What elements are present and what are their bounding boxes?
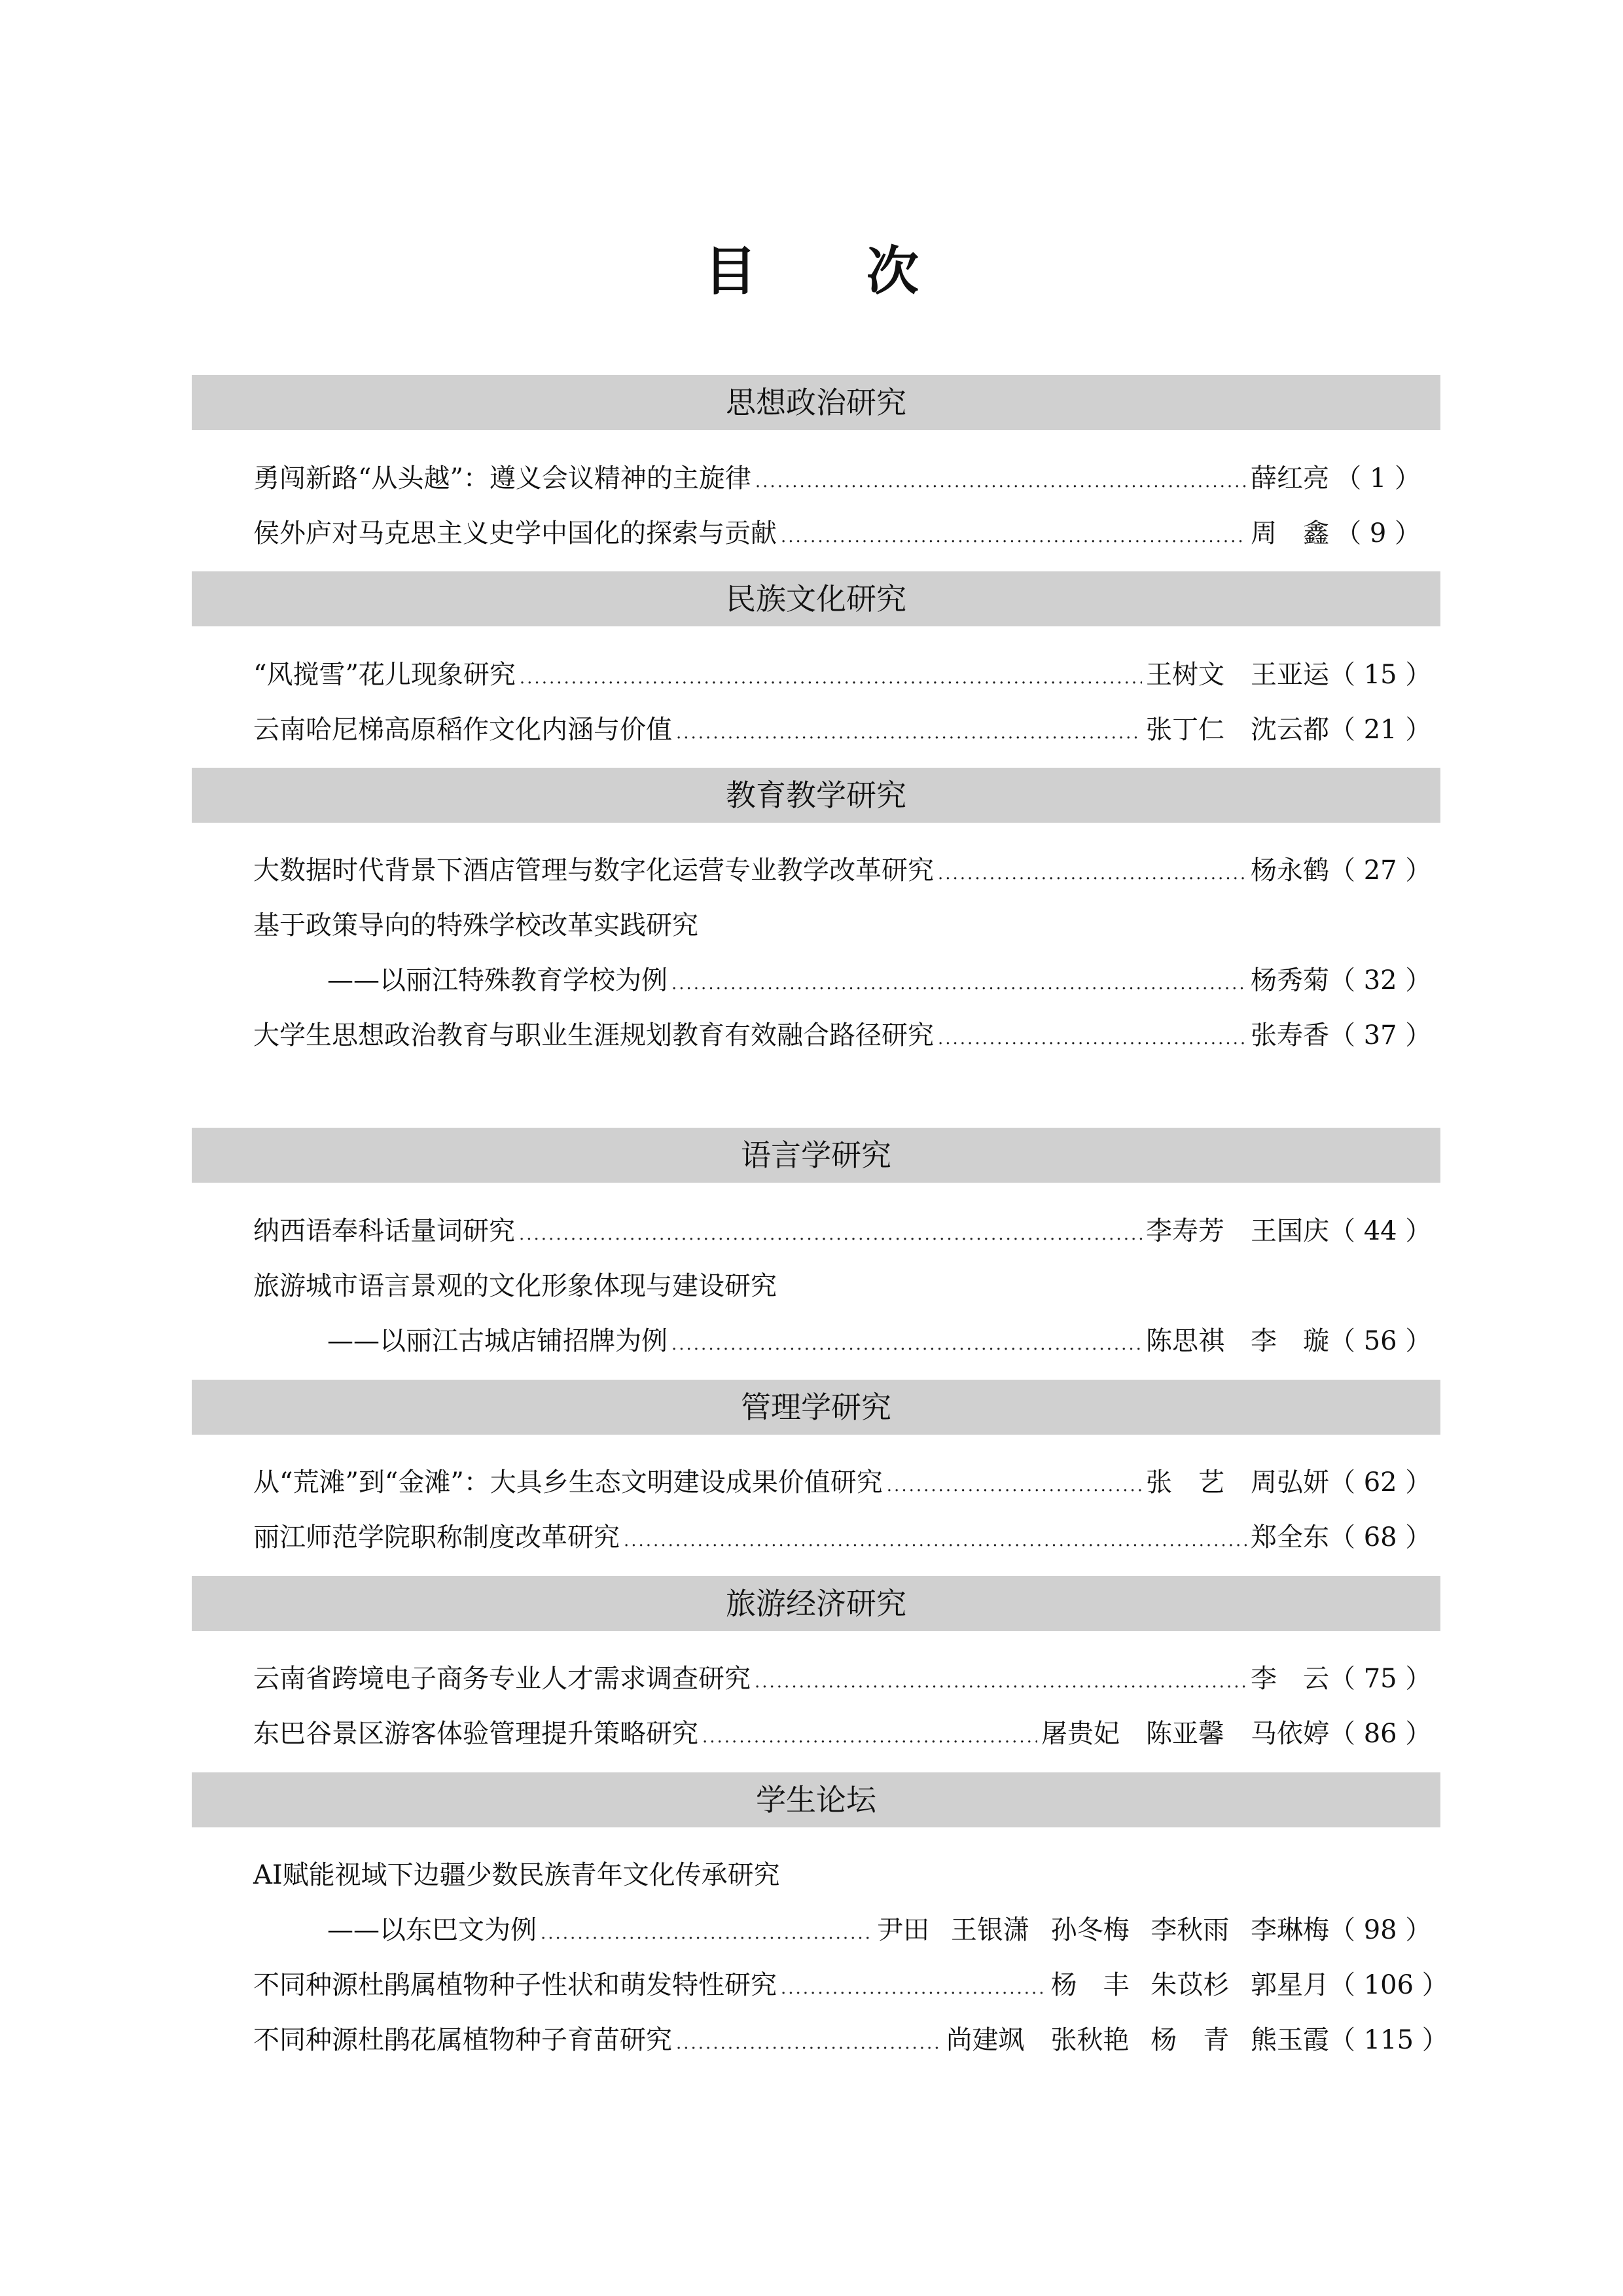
- toc-entry[interactable]: [253, 1714, 1432, 1753]
- dot-leader: [624, 1521, 1247, 1560]
- entry-authors: 杨秀菊: [1251, 965, 1329, 996]
- dot-leader: [702, 1717, 1037, 1757]
- toc-entry[interactable]: [253, 1463, 1432, 1502]
- toc-entry[interactable]: [253, 1856, 1421, 1895]
- entry-title: 不同种源杜鹃属植物种子性状和萌发特性研究: [253, 1970, 777, 2000]
- entry-authors: 李寿芳 王国庆: [1146, 1216, 1329, 1246]
- entry-authors: 周 鑫: [1251, 518, 1329, 548]
- entry-authors: 杨 丰 朱苡杉 郭星月: [1050, 1970, 1329, 2000]
- toc-entry[interactable]: [253, 906, 1421, 945]
- toc-entry[interactable]: [253, 2020, 1448, 2060]
- toc-entry[interactable]: [253, 655, 1432, 694]
- entry-title: 丽江师范学院职称制度改革研究: [253, 1522, 620, 1552]
- toc-entry[interactable]: [253, 851, 1432, 890]
- section-heading: 学生论坛: [192, 1772, 1440, 1827]
- entry-authors: 尚建飒 张秋艳 杨 青 熊玉霞: [946, 2025, 1329, 2055]
- entry-authors: 屠贵妃 陈亚馨 马依婷: [1041, 1719, 1329, 1749]
- entry-authors: 薛红亮: [1251, 463, 1329, 493]
- toc-entry[interactable]: [253, 1211, 1432, 1251]
- toc-entry[interactable]: [253, 459, 1421, 498]
- toc-entry-subtitle[interactable]: [327, 961, 1432, 1000]
- entry-title: 不同种源杜鹃花属植物种子育苗研究: [253, 2025, 672, 2055]
- section-heading: 语言学研究: [192, 1128, 1440, 1183]
- entry-page-number: （ 106 ）: [1329, 1970, 1448, 2000]
- entry-title: 大数据时代背景下酒店管理与数字化运营专业教学改革研究: [253, 855, 934, 886]
- section-heading: 教育教学研究: [192, 768, 1440, 823]
- entry-page-number: （ 68 ）: [1329, 1522, 1432, 1552]
- entry-title: 勇闯新路“从头越”：遵义会议精神的主旋律: [253, 463, 751, 493]
- entry-page-number: （ 56 ）: [1329, 1326, 1432, 1356]
- entry-page-number: （ 86 ）: [1329, 1719, 1432, 1749]
- dot-leader: [671, 1325, 1142, 1364]
- section-heading: 旅游经济研究: [192, 1576, 1440, 1631]
- entry-subtitle: ——以东巴文为例: [327, 1915, 537, 1945]
- entry-title: 基于政策导向的特殊学校改革实践研究: [253, 910, 698, 941]
- entry-authors: 王树文 王亚运: [1146, 660, 1329, 690]
- dot-leader: [887, 1466, 1142, 1505]
- entry-page-number: （ 37 ）: [1329, 1020, 1432, 1050]
- entry-page-number: （ 98 ）: [1329, 1915, 1432, 1945]
- entry-authors: 张 艺 周弘妍: [1146, 1467, 1329, 1498]
- toc-entry[interactable]: [253, 1659, 1432, 1698]
- dot-leader: [671, 964, 1247, 1003]
- toc-entry[interactable]: [253, 1266, 1421, 1306]
- entry-subtitle: ——以丽江特殊教育学校为例: [327, 965, 668, 996]
- dot-leader: [938, 854, 1247, 893]
- dot-leader: [676, 2024, 942, 2063]
- dot-leader: [781, 1969, 1047, 2008]
- entry-page-number: （ 44 ）: [1329, 1216, 1432, 1246]
- toc-entry-subtitle[interactable]: [327, 1910, 1432, 1950]
- entry-subtitle: ——以丽江古城店铺招牌为例: [327, 1326, 668, 1356]
- page-title: 目 次: [704, 241, 965, 302]
- entry-page-number: （ 32 ）: [1329, 965, 1432, 996]
- toc-entry[interactable]: [253, 1016, 1432, 1055]
- entry-title: 从“荒滩”到“金滩”：大具乡生态文明建设成果价值研究: [253, 1467, 883, 1498]
- dot-leader: [755, 1662, 1247, 1702]
- entry-page-number: （ 1 ）: [1335, 463, 1421, 493]
- toc-entry[interactable]: [253, 1518, 1432, 1557]
- entry-page-number: （ 75 ）: [1329, 1664, 1432, 1694]
- entry-page-number: （ 21 ）: [1329, 715, 1432, 745]
- toc-entry[interactable]: [253, 514, 1421, 553]
- entry-authors: 李 云: [1251, 1664, 1329, 1694]
- dot-leader: [676, 713, 1142, 753]
- toc-entry[interactable]: [253, 710, 1432, 749]
- entry-page-number: （ 62 ）: [1329, 1467, 1432, 1498]
- section-heading: 民族文化研究: [192, 571, 1440, 626]
- dot-leader: [520, 658, 1142, 698]
- entry-authors: 张丁仁 沈云都: [1146, 715, 1329, 745]
- entry-authors: 郑全东: [1251, 1522, 1329, 1552]
- entry-title: 纳西语奉科话量词研究: [253, 1216, 515, 1246]
- entry-title: “风搅雪”花儿现象研究: [253, 660, 516, 690]
- toc-entry-subtitle[interactable]: [327, 1321, 1432, 1361]
- dot-leader: [938, 1019, 1247, 1058]
- entry-page-number: （ 115 ）: [1329, 2025, 1448, 2055]
- entry-title: 云南哈尼梯高原稻作文化内涵与价值: [253, 715, 672, 745]
- dot-leader: [755, 462, 1247, 501]
- entry-title: AI赋能视域下边疆少数民族青年文化传承研究: [253, 1860, 780, 1890]
- entry-authors: 杨永鹤: [1251, 855, 1329, 886]
- entry-authors: 张寿香: [1251, 1020, 1329, 1050]
- section-heading: 管理学研究: [192, 1380, 1440, 1435]
- entry-authors: 尹田 王银潇 孙冬梅 李秋雨 李琳梅: [877, 1915, 1329, 1945]
- entry-title: 旅游城市语言景观的文化形象体现与建设研究: [253, 1271, 777, 1301]
- toc-entry[interactable]: [253, 1965, 1448, 2005]
- entry-title: 云南省跨境电子商务专业人才需求调查研究: [253, 1664, 751, 1694]
- entry-page-number: （ 15 ）: [1329, 660, 1432, 690]
- dot-leader: [781, 517, 1247, 556]
- entry-title: 大学生思想政治教育与职业生涯规划教育有效融合路径研究: [253, 1020, 934, 1050]
- entry-authors: 陈思祺 李 璇: [1146, 1326, 1329, 1356]
- entry-page-number: （ 9 ）: [1335, 518, 1421, 548]
- entry-page-number: （ 27 ）: [1329, 855, 1432, 886]
- entry-title: 侯外庐对马克思主义史学中国化的探索与贡献: [253, 518, 777, 548]
- dot-leader: [519, 1215, 1142, 1254]
- entry-title: 东巴谷景区游客体验管理提升策略研究: [253, 1719, 698, 1749]
- dot-leader: [541, 1914, 873, 1953]
- section-heading: 思想政治研究: [192, 375, 1440, 430]
